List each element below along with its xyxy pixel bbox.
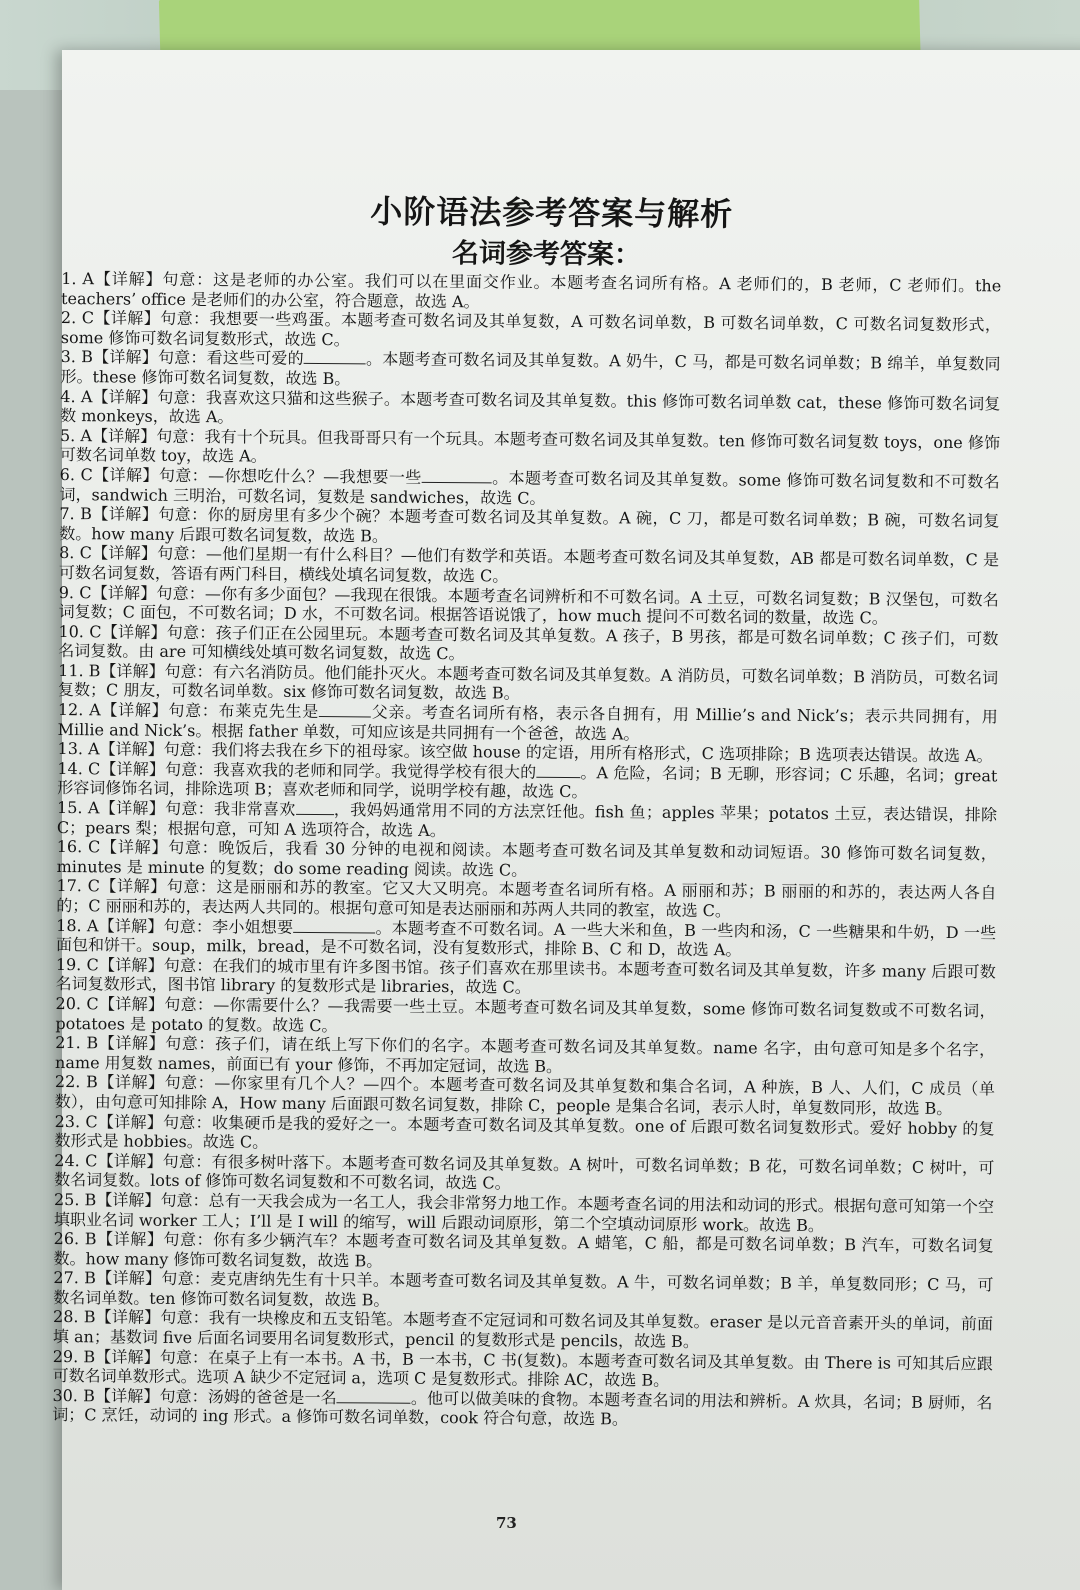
fill-blank-line — [319, 702, 371, 717]
answer-text: 12. A【详解】句意：布莱克先生是 — [57, 700, 320, 722]
answer-text-continued: 。A 危险，名词；B 无聊，形容词；C 乐趣，名词；great 形容词修饰名词，排除选项 B；喜欢老师和同学，说明学校有趣，故选 C。 — [57, 762, 998, 802]
answer-text: 23. C【详解】句意：收集硬币是我的爱好之一。本题考查可数名词及其单复数。one of 后跟可数名词复数形式。爱好 hobby 的复数形式是 hobbies。故选 C。 — [54, 1111, 995, 1152]
fill-blank-line — [304, 349, 366, 364]
answer-text-continued: 。本题考查不可数名词。A 一些大米和鱼，B 一些肉和汤，C 一些糖果和牛奶，D 一些面包和饼干。soup，milk，bread，是不可数名词，没有复数形式，排除 B、C 和 D，故选 A。 — [55, 918, 997, 960]
answer-text: 4. A【详解】句意：我喜欢这只猫和这些猴子。本题考查可数名词及其单复数。this 修饰可数名词单数 cat，these 修饰可数名词复数 monkeys，故选 A。 — [60, 386, 1001, 427]
answer-text: 2. C【详解】句意：我想要一些鸡蛋。本题考查可数名词及其单复数，A 可数名词单数，B 可数名词单数，C 可数名词复数形式，some 修饰可数名词复数形式，故选 C。 — [60, 308, 1001, 350]
answer-text: 14. C【详解】句意：我喜欢我的老师和同学。我觉得学校有很大的 — [57, 758, 537, 782]
fill-blank-line — [337, 1388, 411, 1404]
answer-text: 5. A【详解】句意：我有十个玩具。但我哥哥只有一个玩具。本题考查可数名词及其单复数。ten 修饰可数名词复数 toys，one 修饰可数名词单数 toy，故选 A。 — [59, 425, 1001, 466]
answer-text: 11. B【详解】句意：有六名消防员。他们能扑灭火。本题考查可数名词及其单复数。A 消防员，可数名词单数；B 消防员，可数名词复数；C 朋友，可数名词单数。six 修饰可数名词复数，故选 B。 — [57, 660, 999, 704]
answer-item — [52, 1386, 992, 1433]
fill-blank-line — [296, 800, 334, 815]
answer-text: 3. B【详解】句意：看这些可爱的 — [60, 347, 304, 369]
section-title: 名词参考答案： — [451, 238, 642, 271]
answer-text-continued: 。本题考查可数名词及其单复数。A 奶牛，C 马，都是可数名词单数；B 绵羊，单复数同形。these 修饰可数名词复数，故选 B。 — [60, 349, 1001, 389]
answer-text: 27. B【详解】句意：麦克唐纳先生有十只羊。本题考查可数名词及其单复数。A 牛，可数名词单数；B 羊，单复数同形；C 马，可数名词单数。ten 修饰可数名词复数，故选 B。 — [53, 1268, 994, 1310]
page-number: 73 — [496, 1514, 517, 1532]
answer-text: 21. B【详解】句意：孩子们，请在纸上写下你们的名字。本题考查可数名词及其单复数。name 名字，由句意可知是多个名字，name 用复数 names，前面已有 your 修饰，不再加定冠词，故选 B。 — [55, 1033, 996, 1076]
answer-text-continued: ，我妈妈通常用不同的方法烹饪他。fish 鱼；apples 苹果；potatos 土豆，表达错误，排除 C；pears 梨；根据句意，可知 A 选项符合，故选 A。 — [56, 800, 998, 840]
fill-blank-line — [422, 468, 492, 484]
answer-text: 17. C【详解】句意：这是丽丽和苏的教室。它又大又明亮。本题考查名词所有格。A 丽丽和苏；B 丽丽的和苏的，表达两人各自的；C 丽丽和苏的，表达两人共同的。根据句意可知是表达丽丽和苏两人共同的教室，故选 C。 — [56, 876, 997, 921]
fill-blank-line — [293, 917, 375, 933]
answer-text: 28. B【详解】句意：我有一块橡皮和五支铅笔。本题考查不定冠词和可数名词及其单复数。eraser 是以元音音素开头的单词，前面填 an；基数词 five 后面名词要用名词复数形式，pencil 的复数形式是 pencils，故选 B。 — [52, 1307, 994, 1352]
answer-text: 7. B【详解】句意：你的厨房里有多少个碗？本题考查可数名词及其单复数。A 碗，C 刀，都是可数名词单数；B 碗，可数名词复数。how many 后跟可数名词复数，故选 B。 — [59, 504, 1000, 546]
answer-text: 15. A【详解】句意：我非常喜欢 — [57, 798, 296, 819]
answer-text-continued: 。他可以做美味的食物。本题考查名词的用法和辨析。A 炊具，名词；B 厨师，名词；C 烹饪，动词的 ing 形式。a 修饰可数名词单数，cook 符合句意，故选 B。 — [52, 1388, 993, 1429]
answer-text: 19. C【详解】句意：在我们的城市里有许多图书馆。孩子们喜欢在那里读书。本题考查可数名词及其单复数，许多 many 后跟可数名词复数形式，图书馆 library 的复数形式是 libraries，故选 C。 — [55, 954, 996, 998]
answer-text: 9. C【详解】句意：—你有多少面包？—我现在很饿。本题考查名词辨析和不可数名词。A 土豆，可数名词复数；B 汉堡包，可数名词复数；C 面包，不可数名词；D 水，不可数名词。根据答语说饿了，how much 提问不可数名词的数量，故选 C。 — [58, 582, 999, 628]
answer-text: 29. B【详解】句意：在桌子上有一本书。A 书，B 一本书，C 书(复数)。本题考查可数名词及其单复数。由 There is 可知其后应跟可数名词单数形式。选项 A 缺少不定冠词 a，选项 C 是复数形式。排除 AC，故选 B。 — [52, 1346, 993, 1391]
answer-text: 16. C【详解】句意：晚饭后，我看 30 分钟的电视和阅读。本题考查可数名词及其单复数和动词短语。30 修饰可数名词复数，minutes 是 minute 的复数；do some reading 阅读。故选 C。 — [56, 837, 997, 880]
answer-text: 24. C【详解】句意：有很多树叶落下。本题考查可数名词及其单复数。A 树叶，可数名词单数；B 花，可数名词单数；C 树叶，可数名词复数。lots of 修饰可数名词复数和不可数名词，故选 C。 — [54, 1150, 995, 1193]
answer-text: 10. C【详解】句意：孩子们正在公园里玩。本题考查可数名词及其单复数。A 孩子，B 男孩，都是可数名词单数；C 孩子们，可数名词复数。由 are 可知横线处填可数名词复数，故选 C。 — [58, 621, 999, 664]
page-title: 小阶语法参考答案与解析 — [370, 192, 734, 234]
answer-text: 25. B【详解】句意：总有一天我会成为一名工人，我会非常努力地工作。本题考查名词的用法和动词的形式。根据句意可知第一个空填职业名词 worker 工人；I’ll 是 I will 的缩写，will 后跟动词原形，第二个空填动词原形 work。故选 B。 — [53, 1189, 995, 1235]
answer-text: 18. A【详解】句意：李小姐想要 — [56, 915, 294, 937]
answer-text: 30. B【详解】句意：汤姆的爸爸是一名 — [52, 1385, 337, 1408]
answer-text-continued: 父亲。考查名词所有格，表示各自拥有，用 Millie’s and Nick’s；表示共同拥有，用 Millie and Nick’s。根据 father 单数，可知应该是共同拥有一个爸爸，故选 A。 — [57, 702, 998, 744]
answer-text: 13. A【详解】句意：我们将去我在乡下的祖母家。该空做 house 的定语，用所有格形式，C 选项排除；B 选项表达错误。故选 A。 — [57, 739, 993, 766]
answer-text: 20. C【详解】句意：—你需要什么？—我需要一些土豆。本题考查可数名词及其单复数，some 修饰可数名词复数或不可数名词，potatoes 是 potato 的复数。故选 C。 — [55, 993, 996, 1035]
answer-text: 8. C【详解】句意：—他们星期一有什么科目？—他们有数学和英语。本题考查可数名词及其单复数，AB 都是可数名词单数，C 是可数名词复数，答语有两门科目，横线处填名词复数，故选 C。 — [58, 543, 1000, 586]
answer-text: 6. C【详解】句意：—你想吃什么？—我想要一些 — [59, 464, 422, 487]
answer-text: 26. B【详解】句意：你有多少辆汽车？本题考查可数名词及其单复数。A 蜡笔，C 船，都是可数名词单数；B 汽车，可数名词复数。how many 修饰可数名词复数，故选 B。 — [53, 1229, 994, 1271]
fill-blank-line — [536, 763, 580, 778]
answer-text: 1. A【详解】句意：这是老师的办公室。我们可以在里面交作业。本题考查名词所有格。A 老师们的，B 老师，C 老师们。the teachers’ office 是老师们的办公室，符合题意，故选 A。 — [61, 268, 1002, 311]
answer-text: 22. B【详解】句意：—你家里有几个人？—四个。本题考查可数名词及其单复数和集合名词，A 种族，B 人、人们，C 成员（单数），由句意可知排除 A，How many 后面跟可数名词复数，排除 C，people 是集合名词，表示人时，单复数同形，故选 B。 — [54, 1072, 995, 1118]
answer-text-continued: 。本题考查可数名词及其单复数。some 修饰可数名词复数和不可数名词，sandwich 三明治，可数名词，复数是 sandwiches，故选 C。 — [59, 468, 1000, 508]
answer-list — [52, 269, 1001, 1432]
page-content — [52, 184, 1002, 1432]
